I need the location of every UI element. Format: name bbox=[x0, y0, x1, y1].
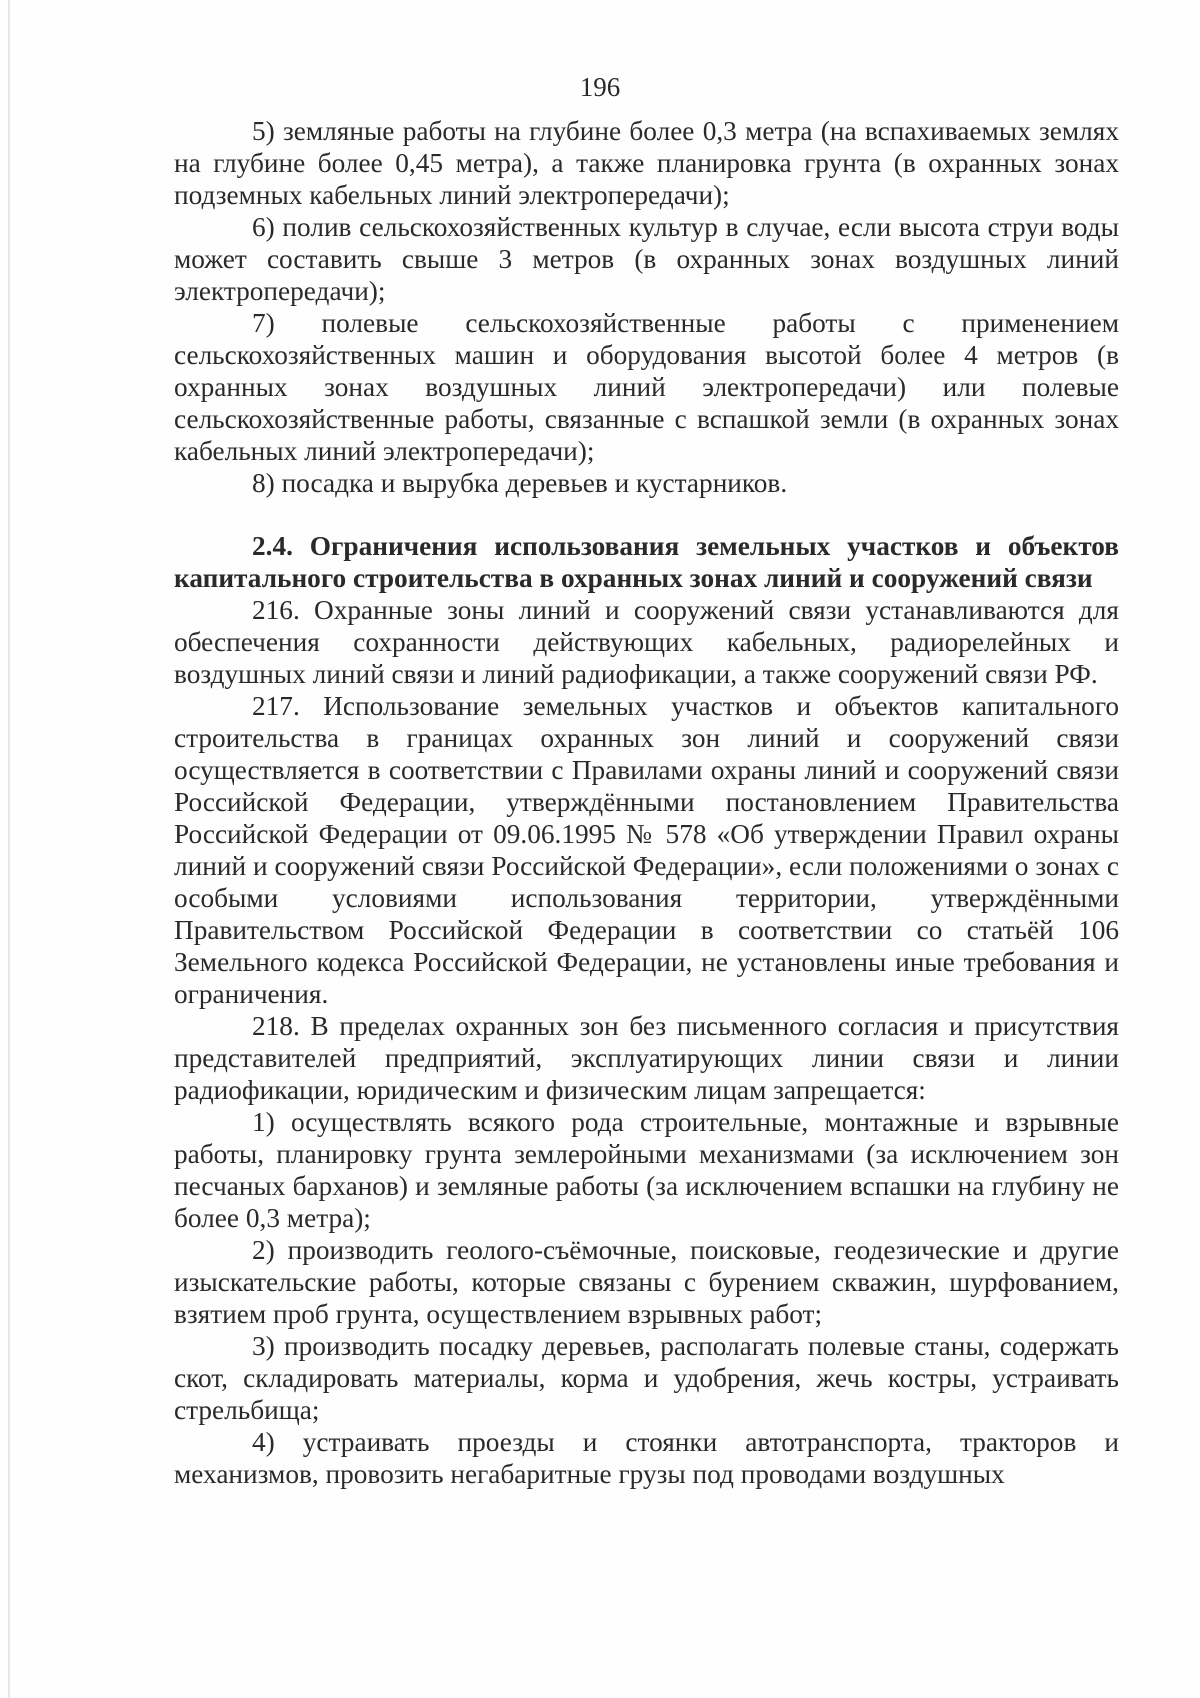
section-heading: 2.4. Ограничения использования земельных участков и объектов капитального строительства в охранных зонах линий и сооружений связи bbox=[174, 531, 1119, 593]
list-item-4: 4) устраивать проезды и стоянки автотранспорта, тракторов и механизмов, провозить негабаритные грузы под проводами воздушных bbox=[174, 1427, 1119, 1489]
paragraph-217: 217. Использование земельных участков и объектов капитального строительства в границах охранных зон линий и сооружений связи осуществляется в соответствии с Правилами охраны линий и сооружений связи Российской Федерации, утверждёнными постановлением Правительства Российской Федерации от 09.06.1995 № 578 «Об утверждении Правил охраны линий и сооружений связи Российской Федерации», если положениями о зонах с особыми условиями использования территории, утверждёнными Правительством Российской Федерации в соответствии со статьёй 106 Земельного кодекса Российской Федерации, не установлены иные требования и ограничения. bbox=[174, 691, 1119, 1009]
paragraph-216: 216. Охранные зоны линий и сооружений связи устанавливаются для обеспечения сохранности действующих кабельных, радиорелейных и воздушных линий связи и линий радиофикации, а также сооружений связи РФ. bbox=[174, 595, 1119, 689]
scan-edge-divider bbox=[8, 0, 10, 1698]
list-item-7: 7) полевые сельскохозяйственные работы с применением сельскохозяйственных машин и оборудования высотой более 4 метров (в охранных зонах воздушных линий электропередачи) или полевые сельскохозяйственные работы, связанные с вспашкой земли (в охранных зонах кабельных линий электропередачи); bbox=[174, 308, 1119, 466]
list-item-6: 6) полив сельскохозяйственных культур в случае, если высота струи воды может составить свыше 3 метров (в охранных зонах воздушных линий электропередачи); bbox=[174, 212, 1119, 306]
paragraph-218: 218. В пределах охранных зон без письменного согласия и присутствия представителей предприятий, эксплуатирующих линии связи и линии радиофикации, юридическим и физическим лицам запрещается: bbox=[174, 1011, 1119, 1105]
list-item-3: 3) производить посадку деревьев, располагать полевые станы, содержать скот, складировать материалы, корма и удобрения, жечь костры, устраивать стрельбища; bbox=[174, 1331, 1119, 1425]
list-item-2: 2) производить геолого-съёмочные, поисковые, геодезические и другие изыскательские работы, которые связаны с бурением скважин, шурфованием, взятием проб грунта, осуществлением взрывных работ; bbox=[174, 1235, 1119, 1329]
page-number: 196 bbox=[579, 72, 621, 102]
list-item-5: 5) земляные работы на глубине более 0,3 метра (на вспахиваемых землях на глубине более 0,45 метра), а также планировка грунта (в охранных зонах подземных кабельных линий электропередачи); bbox=[174, 116, 1119, 210]
list-item-8: 8) посадка и вырубка деревьев и кустарников. bbox=[252, 468, 788, 498]
list-item-1: 1) осуществлять всякого рода строительные, монтажные и взрывные работы, планировку грунта землеройными механизмами (за исключением зон песчаных барханов) и земляные работы (за исключением вспашки на глубину не более 0,3 метра); bbox=[174, 1107, 1119, 1233]
document-body bbox=[174, 115, 1119, 1490]
